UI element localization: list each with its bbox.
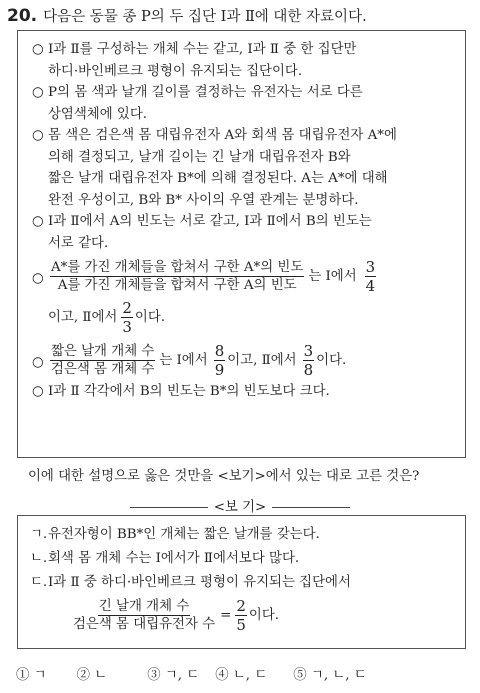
- fraction-denominator: 검은색 몸 개체 수: [51, 362, 155, 377]
- value-numerator: 2: [236, 597, 246, 615]
- fraction-numerator: A*를 가진 개체들을 합쳐서 구한 A*의 빈도: [51, 260, 304, 275]
- question-header: [7, 6, 474, 27]
- item-label: ㄱ.: [30, 527, 48, 542]
- equals-sign: =: [220, 608, 232, 623]
- answer-choices: [16, 664, 472, 683]
- bullet-icon: ○: [32, 355, 44, 370]
- value-denominator: 9: [214, 361, 225, 379]
- allele-frequency-ratio: [50, 259, 304, 294]
- fraction-numerator: 짧은 날개 개체 수: [51, 344, 155, 359]
- fraction-mid-text: 는 Ⅰ에서: [159, 352, 208, 368]
- continuation-text: 이고, Ⅱ에서: [48, 309, 118, 325]
- clause-line: 하디·바인베르크 평형이 유지되는 집단이다.: [48, 63, 303, 79]
- fraction-row: [48, 342, 455, 379]
- wing-ratio: [72, 598, 216, 633]
- item-label: ㄷ.: [30, 575, 48, 590]
- clause-line: 상염색체에 있다.: [48, 106, 148, 122]
- bullet-icon: ○: [32, 128, 44, 143]
- end-text: 이다.: [248, 608, 280, 623]
- choice-5[interactable]: ⑤ ㄱ, ㄴ, ㄷ: [293, 668, 367, 683]
- heading-rule-right: [272, 507, 350, 508]
- question-prompt: 이에 대한 설명으로 옳은 것만을 <보기>에서 있는 대로 고른 것은?: [28, 469, 420, 484]
- bogi-item-b: [30, 548, 457, 569]
- bogi-title: <보 기>: [213, 500, 267, 515]
- clause-line: Ⅰ과 Ⅱ 각각에서 B의 빈도는 B*의 빈도보다 크다.: [48, 384, 330, 399]
- value-fraction: [214, 342, 226, 379]
- value-denominator: 5: [236, 616, 246, 634]
- bullet-icon: ○: [32, 214, 44, 229]
- item-text: 유전자형이 BB*인 개체는 짧은 날개를 갖는다.: [48, 527, 320, 542]
- data-box: [17, 30, 466, 458]
- fraction-mid-text: 는 Ⅰ에서: [308, 268, 357, 284]
- bogi-item-c: [30, 572, 457, 634]
- choice-4[interactable]: ④ ㄴ, ㄷ: [215, 668, 268, 683]
- fraction-row: [48, 258, 455, 295]
- bogi-fraction-row: [70, 597, 457, 634]
- fraction-denominator: A를 가진 개체들을 합쳐서 구한 A의 빈도: [57, 278, 297, 293]
- item-text: 회색 몸 개체 수는 Ⅰ에서가 Ⅱ에서보다 많다.: [48, 551, 300, 566]
- bullet-icon: ○: [32, 271, 44, 286]
- count-ratio: [50, 343, 155, 378]
- value-denominator: 4: [365, 277, 376, 295]
- value-numerator: 8: [214, 342, 225, 360]
- question-stem: 다음은 동물 종 P의 두 집단 Ⅰ과 Ⅱ에 대한 자료이다.: [43, 9, 367, 25]
- value-numerator: 3: [303, 342, 314, 360]
- clause-line: Ⅰ과 Ⅱ에서 A의 빈도는 서로 같고, Ⅰ과 Ⅱ에서 B의 빈도는: [48, 214, 372, 229]
- continuation-text: 이고, Ⅱ에서: [227, 352, 297, 368]
- clause-3: [32, 125, 455, 211]
- value-denominator: 8: [303, 361, 314, 379]
- bogi-items: [30, 524, 457, 634]
- bogi-heading: [0, 496, 480, 515]
- bogi-item-a: [30, 524, 457, 545]
- clause-line: 짧은 날개 대립유전자 B*에 의해 결정된다. A는 A*에 대해: [48, 171, 388, 186]
- clause-7: [32, 381, 455, 403]
- clause-list: [32, 39, 455, 403]
- bullet-icon: ○: [32, 85, 44, 100]
- clause-4: [32, 211, 455, 254]
- clause-line: 완전 우성이고, B와 B* 사이의 우열 관계는 분명하다.: [48, 192, 359, 208]
- clause-6-fraction: [32, 342, 455, 379]
- clause-2: [32, 82, 455, 125]
- clause-line: 서로 같다.: [48, 235, 109, 251]
- fraction-continuation: [48, 299, 455, 336]
- choice-1[interactable]: ① ㄱ: [16, 668, 47, 683]
- value-numerator: 2: [122, 299, 132, 317]
- heading-rule-left: [130, 507, 208, 508]
- value-fraction: [303, 342, 315, 379]
- clause-line: P의 몸 색과 날개 길이를 결정하는 유전자는 서로 다른: [48, 85, 363, 100]
- value-fraction: [365, 258, 377, 295]
- value-numerator: 3: [365, 258, 376, 276]
- bogi-box: [17, 515, 466, 649]
- value-fraction: [235, 597, 247, 634]
- choice-2[interactable]: ② ㄴ: [76, 668, 108, 683]
- clause-line: 의해 결정되고, 날개 길이는 긴 날개 대립유전자 B와: [48, 149, 351, 165]
- clause-1: [32, 39, 455, 82]
- choice-3[interactable]: ③ ㄱ, ㄷ: [147, 668, 200, 683]
- fraction-denominator: 검은색 몸 대립유전자 수: [73, 617, 216, 632]
- bullet-icon: ○: [32, 384, 44, 399]
- clause-line: Ⅰ과 Ⅱ를 구성하는 개체 수는 같고, Ⅰ과 Ⅱ 중 한 집단만: [48, 42, 357, 57]
- end-text: 이다.: [134, 309, 166, 325]
- clause-line: 몸 색은 검은색 몸 대립유전자 A와 회색 몸 대립유전자 A*에: [48, 128, 397, 143]
- end-text: 이다.: [316, 352, 347, 368]
- value-fraction: [121, 299, 133, 336]
- question-number: 20.: [7, 6, 38, 26]
- bullet-icon: ○: [32, 42, 44, 57]
- value-denominator: 3: [122, 318, 132, 336]
- clause-5-fraction: [32, 258, 455, 336]
- fraction-numerator: 긴 날개 개체 수: [98, 599, 190, 614]
- item-label: ㄴ.: [30, 551, 48, 566]
- item-text: Ⅰ과 Ⅱ 중 하디·바인베르크 평형이 유지되는 집단에서: [48, 575, 351, 590]
